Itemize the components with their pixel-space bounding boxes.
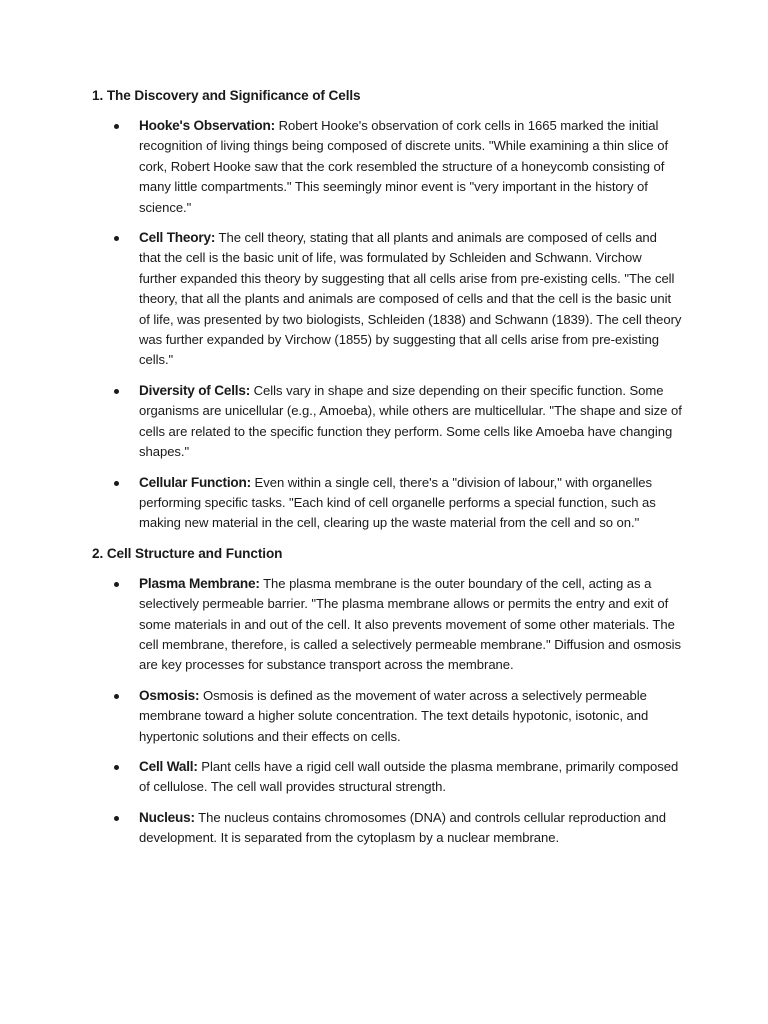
item-term: Cell Wall: (139, 758, 198, 774)
item-text: The cell theory, stating that all plants and animals are composed of cells and that the cell is the basic unit of life, was formulated by Schleiden and Schwann. Virchow further expanded this theory by suggesting that all cells arise from pre-existing cells. "The cell theory, that all the plants and animals are composed of cells and that the cell is the basic unit of life, was presented by two biologists, Schleiden (1838) and Schwann (1839). The cell theory was further expanded by Virchow (1855) by suggesting that all cells arise from pre-existing cells." (139, 230, 682, 368)
list-item-cellular-function (92, 473, 682, 534)
item-term: Hooke's Observation: (139, 118, 275, 133)
bullet-icon (114, 236, 119, 241)
bullet-icon (114, 765, 119, 770)
item-term: Cellular Function: (139, 474, 251, 490)
bullet-icon (114, 124, 119, 129)
item-term: Diversity of Cells: (139, 382, 251, 398)
bullet-icon (114, 582, 119, 587)
item-term: Nucleus: (139, 809, 195, 825)
item-term: Plasma Membrane: (139, 575, 260, 591)
item-text: The plasma membrane is the outer boundary of the cell, acting as a selectively permeable barrier. "The plasma membrane allows or permits the entry and exit of some materials in and out of the cell. It also prevents movement of some other materials. The cell membrane, therefore, is called a selectively permeable membrane." Diffusion and osmosis are key processes for substance transport across the membrane. (139, 575, 681, 673)
bullet-list-structure (92, 574, 682, 849)
list-item-cell-theory (92, 228, 682, 371)
bullet-icon (114, 694, 119, 699)
item-text: Even within a single cell, there's a "division of labour," with organelles performing specific tasks. "Each kind of cell organelle performs a special function, such as making new material in the cell, clearing up the waste material from the cell and so on." (139, 474, 656, 531)
section-heading-structure: 2. Cell Structure and Function (92, 545, 283, 561)
bullet-icon (114, 481, 119, 486)
list-item-osmosis (92, 686, 682, 747)
item-term: Osmosis: (139, 687, 200, 703)
list-item-cell-wall (92, 757, 682, 798)
item-text: Cells vary in shape and size depending on their specific function. Some organisms are unicellular (e.g., Amoeba), while others are multicellular. "The shape and size of cells are related to the specific function they perform. Some cells like Amoeba have changing shapes." (139, 382, 682, 460)
item-text: Robert Hooke's observation of cork cells in 1665 marked the initial recognition of living things being composed of discrete units. "While examining a thin slice of cork, Robert Hooke saw that the cork resembled the structure of a honeycomb consisting of many little compartments." This seemingly minor event is "very important in the history of science." (139, 118, 669, 215)
bullet-icon (114, 816, 119, 821)
bullet-list-discovery (92, 116, 682, 534)
list-item-hookes-observation (92, 116, 682, 218)
item-text: Osmosis is defined as the movement of water across a selectively permeable membrane toward a higher solute concentration. The text details hypotonic, isotonic, and hypertonic solutions and their effects on cells. (139, 687, 649, 744)
item-text: Plant cells have a rigid cell wall outside the plasma membrane, primarily composed of cellulose. The cell wall provides structural strength. (139, 758, 679, 795)
item-term: Cell Theory: (139, 230, 216, 246)
section-heading-discovery: 1. The Discovery and Significance of Cells (92, 88, 361, 103)
item-text: The nucleus contains chromosomes (DNA) and controls cellular reproduction and development. It is separated from the cytoplasm by a nuclear membrane. (139, 809, 666, 846)
bullet-icon (114, 389, 119, 394)
list-item-plasma-membrane (92, 574, 682, 676)
document-body (92, 86, 682, 859)
list-item-diversity-of-cells (92, 381, 682, 463)
list-item-nucleus (92, 808, 682, 849)
